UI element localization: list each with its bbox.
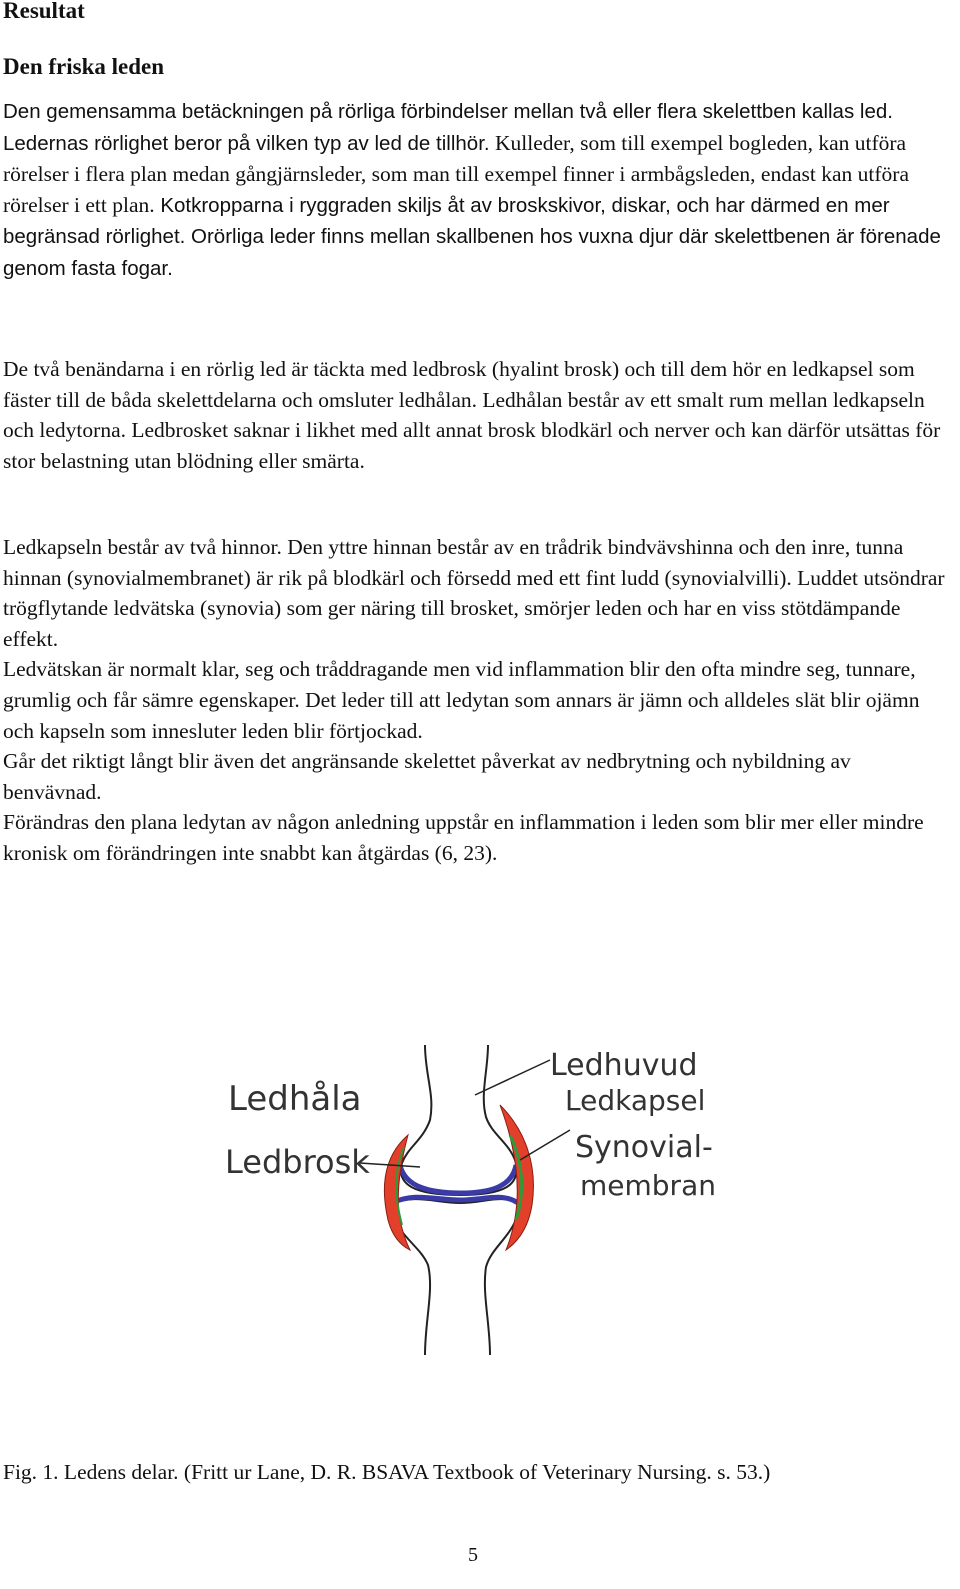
paragraph-3 (3, 532, 953, 869)
label-ledhuvud: Ledhuvud (550, 1048, 698, 1083)
lower-bone (390, 1205, 520, 1355)
paragraph-3-line-2: Ledvätskan är normalt klar, seg och tråddragande men vid inflammation blir den ofta mindre seg, tunnare, grumlig och får sämre egenskaper. Det leder till att ledytan som annars är jämn och alldeles slät blir ojämn och kapseln som innesluter leden blir förtjockad. (3, 657, 920, 743)
section-heading: Resultat (3, 0, 85, 23)
paragraph-1-part-a: Den gemensamma betäckningen på rörliga förbindelser mellan två eller flera skelettben kallas led. Ledernas rörlighet beror på vilken typ av led de tillhör. (3, 100, 893, 155)
upper-bone (401, 1045, 517, 1195)
figure-caption: Fig. 1. Ledens delar. (Fritt ur Lane, D. R. BSAVA Textbook of Veterinary Nursing. s. 53.) (3, 1460, 771, 1484)
label-ledbrosk: Ledbrosk (225, 1143, 370, 1181)
label-ledhala: Ledhåla (228, 1079, 362, 1119)
paragraph-1-part-c: Kotkropparna i ryggraden skiljs åt av broskskivor, diskar, och har därmed en mer begränsad rörlighet. Orörliga leder finns mellan skallbenen hos vuxna djur där skelettbenen är förenade genom fasta fogar. (3, 193, 941, 280)
joint-diagram (220, 1035, 720, 1365)
joint-capsule-right (500, 1105, 533, 1250)
paragraph-1-part-b: Kulleder, som till exempel bogleden, kan utföra rörelser i flera plan medan gångjärnsleder, som man till exempel finner i armbågsleden, endast kan utföra rörelser i ett plan. (3, 130, 909, 217)
paragraph-3-line-3: Går det riktigt långt blir även det angränsande skelettet påverkat av nedbrytning och nybildning av benvävnad. (3, 749, 851, 804)
label-ledkapsel: Ledkapsel (565, 1084, 706, 1117)
label-synovial-line-2: membran (580, 1169, 716, 1202)
pointer-synovial (520, 1130, 570, 1160)
paragraph-2: De två benändarna i en rörlig led är täckta med ledbrosk (hyalint brosk) och till dem hör en ledkapsel som fäster till de båda skelettdelarna och omsluter ledhålan. Ledhålan består av ett smalt rum mellan ledkapseln och ledytorna. Ledbrosket saknar i likhet med allt annat brosk blodkärl och nerver och kan därför utsättas för stor belastning utan blödning eller smärta. (3, 357, 941, 473)
page-number: 5 (468, 1544, 478, 1566)
label-synovial-line-1: Synovial- (575, 1130, 713, 1165)
paragraph-3-line-1: Ledkapseln består av två hinnor. Den yttre hinnan består av en trådrik bindvävshinna och den inre, tunna hinnan (synovialmembranet) är rik på blodkärl och försedd med ett fint ludd (synovialvilli). Luddet utsöndrar trögflytande ledvätska (synovia) som ger näring till brosket, smörjer leden och har en viss stötdämpande effekt. (3, 535, 945, 651)
paragraph-1 (3, 96, 953, 285)
subsection-heading: Den friska leden (3, 54, 164, 79)
paragraph-3-line-4: Förändras den plana ledytan av någon anledning uppstår en inflammation i leden som blir mer eller mindre kronisk om förändringen inte snabbt kan åtgärdas (6, 23). (3, 810, 924, 865)
